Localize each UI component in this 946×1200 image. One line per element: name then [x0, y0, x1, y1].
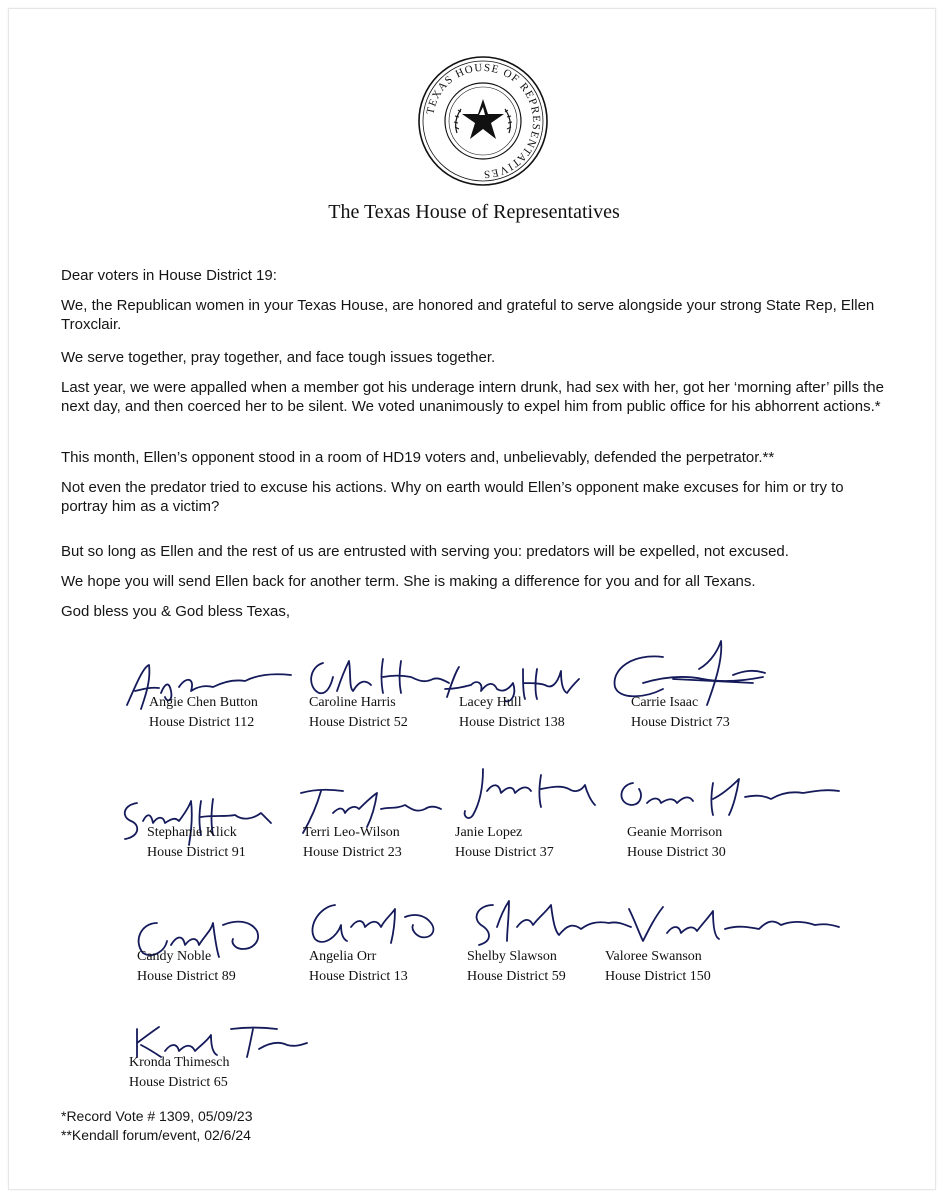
signature-scribble [461, 761, 601, 825]
signature-scribble [301, 897, 451, 953]
signatory-district: House District 30 [627, 845, 726, 860]
footnote-forum-event: **Kendall forum/event, 02/6/24 [61, 1127, 251, 1143]
paragraph-4: This month, Ellen’s opponent stood in a room of HD19 voters and, unbelievably, defended the perpetrator.** [61, 449, 775, 466]
paragraph-7: We hope you will send Ellen back for another term. She is making a difference for you and for all Texans. [61, 573, 756, 590]
salutation: Dear voters in House District 19: [61, 267, 277, 284]
signatory-name: Terri Leo-Wilson [303, 825, 400, 840]
footnotes [61, 1107, 252, 1145]
texas-house-seal-icon [417, 55, 549, 187]
signatory-district: House District 59 [467, 969, 566, 984]
signatory-name: Valoree Swanson [605, 949, 702, 964]
signatory-district: House District 37 [455, 845, 554, 860]
paragraph-6: But so long as Ellen and the rest of us are entrusted with serving you: predators will be expelled, not excused. [61, 543, 789, 560]
signatory-name: Kronda Thimesch [129, 1055, 230, 1070]
signatory-name: Angie Chen Button [149, 695, 258, 710]
paragraph-1: We, the Republican women in your Texas House, are honored and grateful to serve alongside your strong State Rep, Ellen Troxclair. [61, 297, 875, 333]
signatory-district: House District 23 [303, 845, 402, 860]
signatory-name: Caroline Harris [309, 695, 396, 710]
signatory-block [147, 823, 246, 863]
signatory-block [627, 823, 726, 863]
signatory-block [455, 823, 554, 863]
signatory-name: Candy Noble [137, 949, 212, 964]
signatory-block [309, 693, 408, 733]
signature-scribble [621, 899, 841, 951]
closing: God bless you & God bless Texas, [61, 603, 291, 620]
signatory-district: House District 91 [147, 845, 246, 860]
signatory-district: House District 52 [309, 715, 408, 730]
signatory-block [459, 693, 565, 733]
signatory-block [631, 693, 730, 733]
svg-text:TEXAS HOUSE OF REPRESENTATIVES: TEXAS HOUSE OF REPRESENTATIVES [424, 61, 543, 181]
paragraph-2: We serve together, pray together, and face tough issues together. [61, 349, 496, 366]
signatory-name: Geanie Morrison [627, 825, 723, 840]
signatory-district: House District 150 [605, 969, 711, 984]
signatory-block [137, 947, 236, 987]
signatory-block [605, 947, 711, 987]
signatory-block [149, 693, 258, 733]
signatory-district: House District 73 [631, 715, 730, 730]
signatory-district: House District 112 [149, 715, 255, 730]
signatory-name: Shelby Slawson [467, 949, 557, 964]
footnote-record-vote: *Record Vote # 1309, 05/09/23 [61, 1108, 253, 1124]
signature-scribble [613, 773, 843, 823]
signatory-block [303, 823, 402, 863]
signatory-district: House District 89 [137, 969, 236, 984]
paragraph-3: Last year, we were appalled when a member got his underage intern drunk, had sex with her, got her ‘morning after’ pills the next day, and then coerced her to be silent. We voted unanimously to expel him from public office for his abhorrent actions.* [61, 379, 884, 415]
signatory-name: Angelia Orr [309, 949, 377, 964]
signatory-name: Stephanie Klick [147, 825, 237, 840]
signature-scribble [463, 895, 633, 953]
signatory-block [309, 947, 408, 987]
letter-page [8, 8, 936, 1190]
signatory-name: Carrie Isaac [631, 695, 699, 710]
signatory-district: House District 138 [459, 715, 565, 730]
signatory-district: House District 65 [129, 1075, 228, 1090]
signatory-name: Janie Lopez [455, 825, 523, 840]
signatory-block [129, 1053, 229, 1093]
page-title: The Texas House of Representatives [328, 201, 620, 223]
signatory-district: House District 13 [309, 969, 408, 984]
signatory-block [467, 947, 566, 987]
paragraph-5: Not even the predator tried to excuse his actions. Why on earth would Ellen’s opponent make excuses for him or try to portray him as a victim? [61, 479, 844, 515]
signatory-name: Lacey Hull [459, 695, 522, 710]
